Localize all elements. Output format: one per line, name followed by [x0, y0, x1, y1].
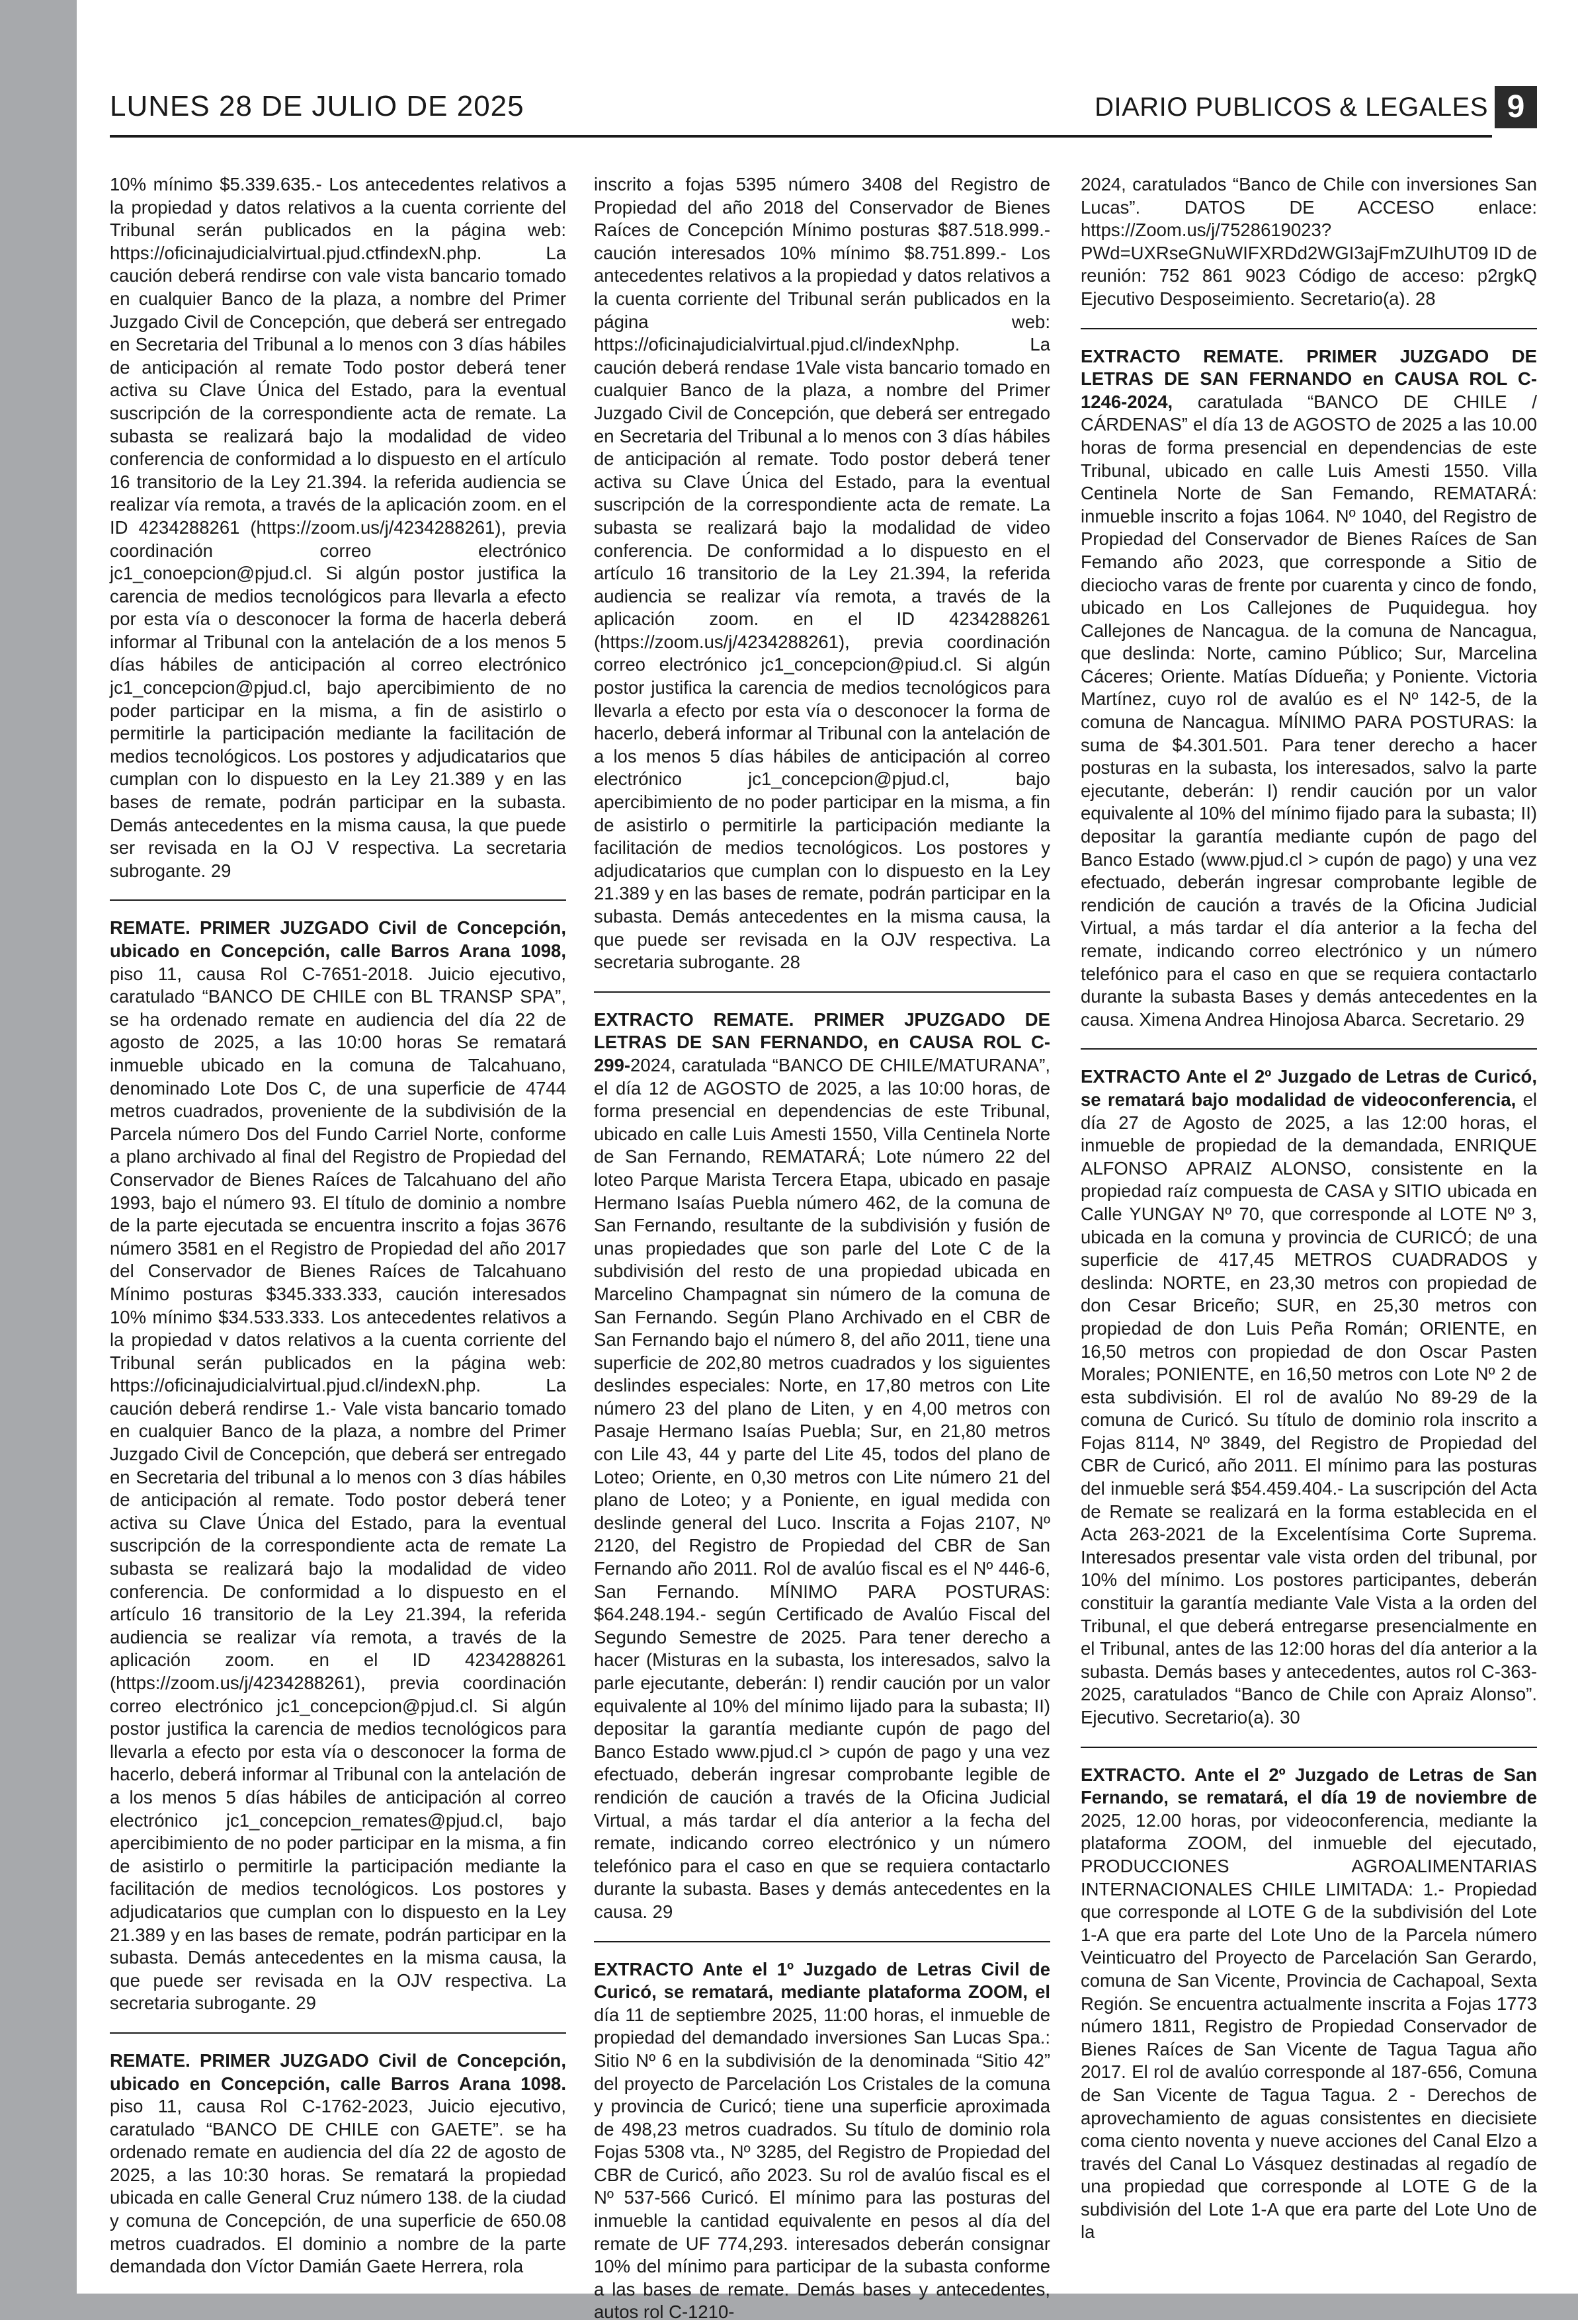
notice-separator [594, 1941, 1050, 1942]
notice-separator [594, 991, 1050, 993]
notice-body: 2025, 12.00 horas, por videoconferencia, mediante la plataforma ZOOM, del inmueble del ejecutado, PRODUCCIONES AGROALIMENTARIAS INTERNACIONALES CHILE LIMITADA: 1.- Propiedad que corresponde al LOTE G de la subdivisión del Lote 1-A que era parte del Lote Uno de la Parcela número Veinticuatro del Proyecto de Parcelación San Gerardo, comuna de San Vicente, Provincia de Cachapoal, Sexta Región. Se encuentra actualmente inscrita a Fojas 1773 número 1811, Registro de Propiedad Conservador de Bienes Raíces de San Vicente de Tagua Tagua año 2017. El rol de avalúo corresponde al 187-656, Comuna de San Vicente de Tagua Tagua. 2 - Derechos de aprovechamiento de aguas consistentes en diecisiete coma ciento noventa y nueve acciones del Canal Elzo a través del Canal Lo Vásquez destinadas al regadío de una propiedad que corresponde al LOTE G de la subdivisión del Lote 1-A que era parte del Lote Uno de la [1081, 1809, 1537, 2243]
notice [1081, 1065, 1537, 1729]
notice-text [594, 173, 1050, 974]
notice [594, 1009, 1050, 1924]
column-1 [110, 173, 566, 2278]
notice-body: 10% mínimo $5.339.635.- Los antecedentes relativos a la propiedad y datos relativos a la cuenta corriente del Tribunal serán publicados en la página web: https://oficinajudicialvirtual.pjud.ctfindexN.php. La caución deberá rendirse con vale vista bancario tomado en cualquier Banco de la plaza, a nombre del Primer Juzgado Civil de Concepción, que deberá ser entregado en Secretaria del Tribunal a lo menos con 3 días hábiles de anticipación al remate Todo postor deberá tener activa su Clave Única del Estado, para la eventual suscripción de la correspondiente acta de remate. La subasta se realizará bajo la modalidad de video conferencia de conformidad a lo dispuesto en el artículo 16 transitorio de la Ley 21.394. la referida audiencia se realizar vía remota, a través de la aplicación zoom. en el ID 4234288261 (https://zoom.us/j/4234288261), previa coordinación correo electrónico jc1_conoepcion@pjud.cl. Si algún postor justifica la carencia de medios tecnológicos para llevarla a efecto por esta vía o desconocer la forma de hacerla deberá informar al Tribunal con la antelación de a los menos 5 días hábiles de anticipación al correo electrónico jc1_concepcion@pjud.cl, bajo apercibimiento de no poder participar en la misma, a fin de asistirlo o permitirle la participación mediante la facilitación de medios tecnológicos. Los postores y adjudicatarios que cumplan con lo dispuesto en la Ley 21.389 y en las bases de remate, podrán participar en la subasta. Demás antecedentes en la misma causa, la que puede ser revisada en la OJ V respectiva. La secretaria subrogante. 29 [110, 174, 566, 881]
notice [110, 173, 566, 882]
header-rule [110, 135, 1492, 138]
notice-lead: REMATE. PRIMER JUZGADO Civil de Concepción, ubicado en Concepción, calle Barros Arana 1098. [110, 2050, 566, 2094]
notice [1081, 1764, 1537, 2244]
notice-body: día 11 de septiembre 2025, 11:00 horas, el inmueble de propiedad del demandado inversiones San Lucas Spa.: Sitio Nº 6 en la subdivisión de la denominada “Sitio 42” del proyecto de Parcelación Los Cristales de la comuna y provincia de Curicó; tiene una superficie aproximada de 498,23 metros cuadrados. Su título de dominio rola Fojas 5308 vta., Nº 3285, del Registro de Propiedad del CBR de Curicó, año 2023. Su rol de avalúo fiscal es el Nº 537-566 Curicó. El mínimo para las posturas del inmueble la cantidad equivalente en pesos al día del remate de UF 774,293. interesados deberán consignar 10% del mínimo para participar de la subasta conforme a las bases de remate. Demás bases y antecedentes, autos rol C-1210- [594, 2004, 1050, 2323]
notice [110, 917, 566, 2015]
issue-date: LUNES 28 DE JULIO DE 2025 [110, 90, 524, 122]
page-header [110, 86, 1537, 128]
notice-body: 2024, caratulada “BANCO DE CHILE/MATURANA”, el día 12 de AGOSTO de 2025, a las 10:00 horas, de forma presencial en dependencias de este Tribunal, ubicado en calle Luis Amesti 1550, Villa Centinela Norte de San Fernando, REMATARÁ; Lote número 22 del loteo Parque Marista Tercera Etapa, ubicado en pasaje Hermano Isaías Puebla número 462, de la comuna de San Fernando, resultante de la subdivisión y fusión de unas propiedades que son parle del Lote C de la subdivisión del resto de una propiedad ubicada en Marcelino Champagnat sin número de la comuna de San Fernando. Según Plano Archivado en el CBR de San Fernando bajo el número 8, del año 2011, tiene una superficie de 202,80 metros cuadrados y los siguientes deslindes especiales: Norte, en 17,80 metros con Lite número 23 del plano de Liten, y en 4,00 metros con Pasaje Hermano Isaías Puebla; Sur, en 21,80 metros con Lile 43, 44 y parte del Lite 45, todos del plano de Loteo; Oriente, en 0,30 metros con Lite número 21 del plano de Loteo; y a Poniente, en igual medida con deslinde general del Luco. Inscrita a Fojas 2107, Nº 2120, del Registro de Propiedad del CBR de San Fernando año 2011. Rol de avalúo fiscal es el Nº 446-6, San Fernando. MÍNIMO PARA POSTURAS: $64.248.194.- según Certificado de Avalúo Fiscal del Segundo Semestre de 2025. Para tener derecho a hacer (Misturas en la subasta, los interesados, salvo la parle ejecutante, deberán: I) rendir caución por un valor equivalente al 10% del mínimo lijado para la subasta; II) depositar la garantía mediante cupón de pago del Banco Estado www.pjud.cl > cupón de pago y una vez efectuado, deberán ingresar comprobante legible de rendición de caución a través de la Oficina Judicial Virtual, a más tardar el día anterior a la fecha del remate, indicando correo electrónico y un número telefónico para el caso en que se requiera contactarlo durante la subasta. Bases y demás antecedentes en la causa. 29 [594, 1054, 1050, 1922]
notice-text [1081, 345, 1537, 1032]
notice-separator [110, 2032, 566, 2034]
notice [1081, 173, 1537, 311]
notice-body: el día 27 de Agosto de 2025, a las 12:00 horas, el inmueble de propiedad de la demandada, ENRIQUE ALFONSO APRAIZ ALONSO, consistente en la propiedad raíz compuesta de CASA y SITIO ubicada en Calle YUNGAY Nº 70, que corresponde al LOTE Nº 3, ubicada en la comuna y provincia de CURICÓ; de una superficie de 417,45 METROS CUADRADOS y deslinda: NORTE, en 23,30 metros con propiedad de don Cesar Briceño; SUR, en 25,30 metros con propiedad de don Luis Peña Román; ORIENTE, en 16,50 metros con propiedad de don Oscar Pasten Morales; PONIENTE, en 16,50 metros con Lote Nº 2 de esta subdivisión. El rol de avalúo No 89-29 de la comuna de Curicó. Su título de dominio rola inscrito a Fojas 8114, Nº 3849, del Registro de Propiedad del CBR de Curicó, año 2011. El mínimo para las posturas del inmueble será $54.459.404.- La suscripción del Acta de Remate se realizará en la forma establecida en el Acta 263-2021 de la Excelentísima Corte Suprema. Interesados presentar vale vista orden del tribunal, por 10% del mínimo. Los postores participantes, deberán constituir la garantía mediante Vale Vista a la orden del Tribunal, el que deberá entregarse presencialmente en el Tribunal, antes de las 12:00 horas del día anterior a la subasta. Demás bases y antecedentes, autos rol C-363-2025, caratulados “Banco de Chile con Apraiz Alonso”. Ejecutivo. Secretario(a). 30 [1081, 1089, 1537, 1727]
notice-lead: EXTRACTO REMATE. PRIMER JUZGADO DE LETRAS DE SAN FERNANDO en CAUSA ROL C-1246-2024, [1081, 345, 1537, 412]
notice [1081, 345, 1537, 1032]
notice-lead: EXTRACTO Ante el 1º Juzgado de Letras Civil de Curicó, se rematará, mediante plataforma ZOOM, el [594, 1958, 1050, 2003]
notice-body: inscrito a fojas 5395 número 3408 del Registro de Propiedad del año 2018 del Conservador de Bienes Raíces de Concepción Mínimo posturas $87.518.999.- caución interesados 10% mínimo $8.751.899.- Los antecedentes relativos a la propiedad y datos relativos a la cuenta corriente del Tribunal serán publicados en la página web: https://oficinajudicialvirtual.pjud.cl/indexNphp. La caución deberá rendase 1Vale vista bancario tomado en cualquier Banco de la plaza, a nombre del Primer Juzgado Civil de Concepción, que deberá ser entregado en Secretaria del Tribunal a lo menos con 3 días hábiles de anticipación al remate. Todo postor deberá tener activa su Clave Única del Estado, para la eventual suscripción de la correspondiente acta de remate. La subasta se realizará bajo la modalidad de video conferencia. De conformidad a lo dispuesto en el artículo 16 transitorio de la Ley 21.394, la referida audiencia se realizar vía remota, a través de la aplicación zoom. en el ID 4234288261 (https://zoom.us/j/4234288261), previa coordinación correo electrónico jc1_concepcion@piud.cl. Si algún postor justifica la carencia de medios tecnológicos para llevarla a efecto por esta vía o desconocer la forma de hacerlo, deberá informar al Tribunal con la antelación de a los menos 5 días hábiles de anticipación al correo electrónico jc1_concepcion@pjud.cl, bajo apercibimiento de no poder participar en la misma, a fin de asistirlo o permitirle la participación mediante la facilitación de medios tecnológicos. Los postores y adjudicatarios que cumplan con lo dispuesto en la Ley 21.389 y en las bases de remate, podrán participar en la subasta. Demás antecedentes en la misma causa, la que puede ser revisada en la OJV respectiva. La secretaria subrogante. 28 [594, 174, 1050, 973]
notice-text [594, 1958, 1050, 2324]
notice-text [110, 917, 566, 2015]
notice-separator [1081, 328, 1537, 329]
notice-text [110, 2050, 566, 2278]
notice-text [1081, 1065, 1537, 1729]
notice-body: piso 11, causa Rol C-1762-2023, Juicio ejecutivo, caratulado “BANCO DE CHILE con GAETE”. se ha ordenado remate en audiencia del día 22 de agosto de 2025, a las 10:30 horas. Se rematará la propiedad ubicada en calle General Cruz número 138. de la ciudad y comuna de Concepción, de una superficie de 650.08 metros cuadrados. El dominio a nombre de la parte demandada don Víctor Damián Gaete Herrera, rola [110, 2096, 566, 2277]
notice-lead: REMATE. PRIMER JUZGADO Civil de Concepción, ubicado en Concepción, calle Barros Arana 1098, [110, 917, 566, 961]
notice-separator [1081, 1747, 1537, 1748]
notice-body: 2024, caratulados “Banco de Chile con inversiones San Lucas”. DATOS DE ACCESO enlace: https://Zoom.us/j/7528619023?PWd=UXRseGNuWIFXRDd2WGI3ajFmZUIhUT09 ID de reunión: 752 861 9023 Código de acceso: p2rgkQ Ejecutivo Desposeimiento. Secretario(a). 28 [1081, 174, 1537, 309]
notice-lead: EXTRACTO REMATE. PRIMER JPUZGADO DE LETRAS DE SAN FERNANDO, en CAUSA ROL C-299- [594, 1009, 1050, 1075]
left-margin-band [0, 0, 77, 2320]
column-3 [1081, 173, 1537, 2244]
notice-text [1081, 173, 1537, 311]
notice-text [110, 173, 566, 882]
notice-lead: EXTRACTO Ante el 2º Juzgado de Letras de Curicó, se rematará bajo modalidad de videoconferencia, [1081, 1066, 1537, 1110]
notice-separator [1081, 1048, 1537, 1050]
notice-text [1081, 1764, 1537, 2244]
notice-lead: EXTRACTO. Ante el 2º Juzgado de Letras de San Fernando, se rematará, el día 19 de noviembre de [1081, 1764, 1537, 1808]
notice-separator [110, 899, 566, 901]
page-number-badge: 9 [1495, 86, 1537, 128]
notice-text [594, 1009, 1050, 1924]
notice [594, 1958, 1050, 2324]
notice-body: piso 11, causa Rol C-7651-2018. Juicio ejecutivo, caratulado “BANCO DE CHILE con BL TRANSP SPA”, se ha ordenado remate en audiencia del día 22 de agosto de 2025, a las 10:00 horas Se rematará inmueble ubicado en la comuna de Talcahuano, denominado Lote Dos C, de una superficie de 4744 metros cuadrados, proveniente de la subdivisión de la Parcela número Dos del Fundo Carriel Norte, conforme a plano archivado al final del Registro de Propiedad del Conservador de Bienes Raíces de Talcahuano del año 1993, bajo el número 93. El título de dominio a nombre de la parte ejecutada se encuentra inscrito a fojas 3676 número 3581 en el Registro de Propiedad del año 2017 del Conservador de Bienes Raíces de Talcahuano Mínimo posturas $345.333.333, caución interesados 10% mínimo $34.533.333. Los antecedentes relativos a la propiedad v datos relativos a la cuenta corriente del Tribunal serán publicados en la página web: https://oficinajudicialvirtual.pjud.cl/indexN.php. La caución deberá rendirse 1.- Vale vista bancario tomado en cualquier Banco de la plaza, a nombre del Primer Juzgado Civil de Concepción, que deberá ser entregado en Secretaria del tribunal a lo menos con 3 días hábiles de anticipación al remate. Todo postor deberá tener activa su Clave Única del Estado, para la eventual suscripción de la correspondiente acta de remate La subasta se realizará bajo la modalidad de video conferencia. De conformidad a lo dispuesto en el artículo 16 transitorio de la Ley 21.394, la referida audiencia se realizar vía remota, a través de la aplicación zoom. en el ID 4234288261 (https://zoom.us/j/4234288261), previa coordinación correo electrónico jc1_concepcion@pjud.cl. Si algún postor justifica la carencia de medios tecnológicos para llevarla a efecto por esta vía o desconocer la forma de hacerlo, deberá informar al Tribunal con la antelación de a los menos 5 días hábiles de anticipación al correo electrónico jc1_concepcion_remates@pjud.cl, bajo apercibimiento de no poder participar en la misma, a fin de asistirlo o permitirle la participación mediante la facilitación de medios tecnológicos. Los postores y adjudicatarios que cumplan con lo dispuesto en la Ley 21.389 y en las bases de remate, podrán participar en la subasta. Demás antecedentes en la misma causa, la que puede ser revisada en la OJV respectiva. La secretaria subrogante. 29 [110, 963, 566, 2014]
notice [110, 2050, 566, 2278]
publication-title: DIARIO PUBLICOS & LEGALES [1095, 93, 1488, 122]
notice [594, 173, 1050, 974]
notice-body: caratulada “BANCO DE CHILE / CÁRDENAS” el día 13 de AGOSTO de 2025 a las 10.00 horas de forma presencial en dependencias de este Tribunal, ubicado en calle Luis Amesti 1550. Villa Centinela Norte de San Femando, REMATARÁ: inmueble inscrito a fojas 1064. Nº 1040, del Registro de Propiedad del Conservador de Bienes Raíces de San Femando año 2023, que corresponde a Sitio de dieciocho varas de frente por cuarenta y cinco de fondo, ubicado en Los Callejones de Puquidegua. hoy Callejones de Nancagua. de la comuna de Nancagua, que deslinda: Norte, camino Público; Sur, Marcelina Cáceres; Oriente. Matías Dídueña; y Poniente. Victoria Martínez, cuyo rol de avalúo es el Nº 142-5, de la comuna de Nancagua. MÍNIMO PARA POSTURAS: la suma de $4.301.501. Para tener derecho a hacer posturas en la subasta, los interesados, salvo la parte ejecutante, deberán: I) rendir caución por un valor equivalente al 10% del mínimo fijado para la subasta; II) depositar la garantía mediante cupón de pago del Banco Estado (www.pjud.cl > cupón de pago) y una vez efectuado, deberán ingresar comprobante legible de rendición de caución a través de la Oficina Judicial Virtual, a más tardar el día anterior a la fecha del remate, indicando correo electrónico y un número telefónico para el caso en que se requiera contactarlo durante la subasta Bases y demás antecedentes en la causa. Ximena Andrea Hinojosa Abarca. Secretario. 29 [1081, 391, 1537, 1030]
column-2 [594, 173, 1050, 2324]
